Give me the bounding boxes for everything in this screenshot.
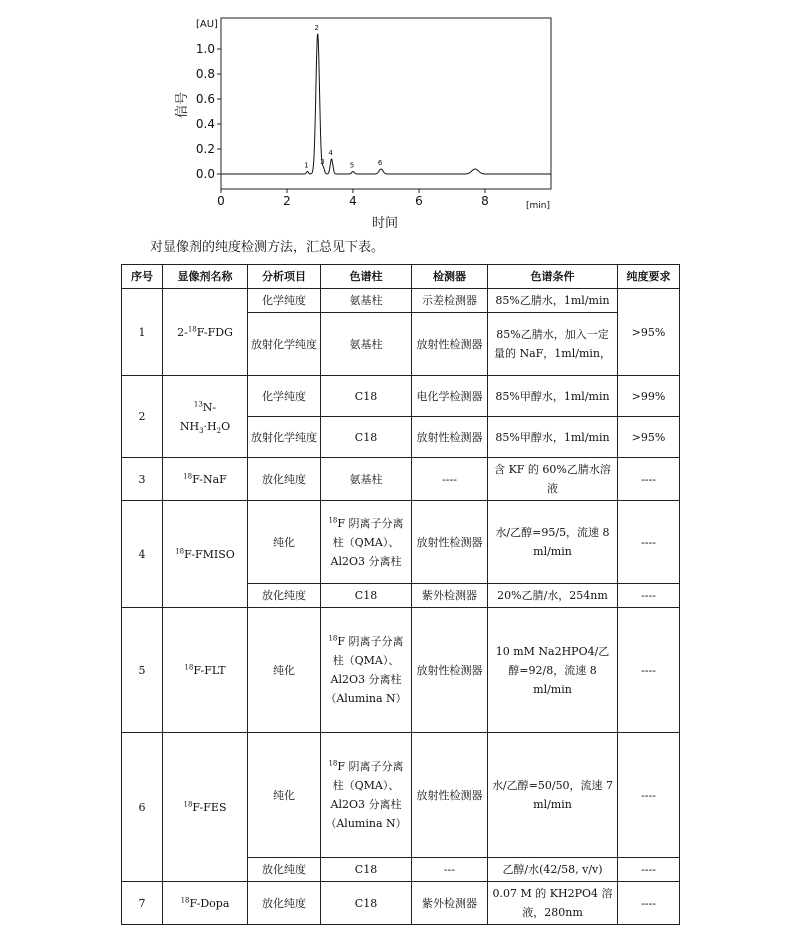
peak-label: 1 (304, 161, 309, 170)
cell-detector: 放射性检测器 (412, 608, 488, 733)
cell-detector: 放射性检测器 (412, 313, 488, 376)
cell-column: 氨基柱 (321, 313, 412, 376)
chart-trace (221, 34, 551, 174)
cell-conditions: 20%乙腈/水，254nm (488, 584, 618, 608)
cell-analysis: 化学纯度 (248, 289, 321, 313)
cell-analysis: 纯化 (248, 733, 321, 858)
cell-column: $^{18}$F 阴离子分离柱（QMA）、Al2O3 分离柱（Alumina N） (321, 733, 412, 858)
cell-agent-name: $^{18}$F-FMISO (163, 501, 248, 608)
table-caption: 对显像剂的纯度检测方法，汇总见下表。 (150, 240, 385, 255)
cell-requirement: >95% (618, 289, 680, 376)
peak-label: 5 (349, 161, 355, 170)
peak-label: 2 (314, 24, 319, 32)
cell-no: 4 (122, 501, 163, 608)
header-cell: 分析项目 (248, 265, 321, 289)
chromatogram (0, 0, 800, 236)
cell-no: 3 (122, 458, 163, 501)
cell-analysis: 放化纯度 (248, 858, 321, 882)
peak-label: 4 (328, 149, 333, 157)
header-cell: 色谱条件 (488, 265, 618, 289)
y-tick-label: 0.8 (195, 67, 215, 81)
table-row (122, 376, 680, 417)
cell-analysis: 放化纯度 (248, 882, 321, 925)
cell-detector: 放射性检测器 (412, 501, 488, 584)
cell-conditions: 85%甲醇水，1ml/min (488, 417, 618, 458)
header-cell: 显像剂名称 (163, 265, 248, 289)
cell-agent-name: $^{18}$F-FLT (163, 608, 248, 733)
table-row (122, 733, 680, 858)
cell-analysis: 纯化 (248, 608, 321, 733)
x-tick-label: 8 (481, 194, 489, 208)
cell-agent-name: $^{18}$F-NaF (163, 458, 248, 501)
chart-axes (221, 18, 551, 189)
cell-conditions: 85%乙腈水，1ml/min (488, 289, 618, 313)
cell-detector: 放射性检测器 (412, 417, 488, 458)
cell-column: $^{18}$F 阴离子分离柱（QMA）、Al2O3 分离柱（Alumina N） (321, 608, 412, 733)
cell-column: $^{18}$F 阴离子分离柱（QMA）、Al2O3 分离柱 (321, 501, 412, 584)
cell-detector: 放射性检测器 (412, 733, 488, 858)
cell-analysis: 化学纯度 (248, 376, 321, 417)
cell-requirement: ---- (618, 501, 680, 584)
y-tick-label: 0.0 (195, 167, 215, 181)
header-cell: 纯度要求 (618, 265, 680, 289)
cell-conditions: 10 mM Na2HPO4/乙醇=92/8，流速 8 ml/min (488, 608, 618, 733)
cell-analysis: 放化纯度 (248, 458, 321, 501)
table-row (122, 289, 680, 313)
cell-conditions: 水/乙醇=50/50，流速 7 ml/min (488, 733, 618, 858)
cell-no: 2 (122, 376, 163, 458)
cell-agent-name: $^{18}$F-Dopa (163, 882, 248, 925)
purity-method-table (121, 264, 680, 925)
cell-requirement: ---- (618, 882, 680, 925)
cell-agent-name: $^{13}$N- $NH_3\cdot H_2O$ (163, 376, 248, 458)
cell-detector: ---- (412, 458, 488, 501)
peak-label: 3 (320, 157, 325, 166)
cell-requirement: >95% (618, 417, 680, 458)
cell-conditions: 85%乙腈水，加入一定量的 NaF，1ml/min， (488, 313, 618, 376)
table-row (122, 882, 680, 925)
cell-agent-name: 2-$^{18}$F-FDG (163, 289, 248, 376)
x-tick-label: 6 (415, 194, 423, 208)
y-tick-label: 1.0 (195, 42, 215, 56)
x-tick-label: 4 (349, 194, 357, 208)
cell-requirement: >99% (618, 376, 680, 417)
y-axis-label: 信号 (175, 91, 190, 119)
cell-requirement: ---- (618, 858, 680, 882)
plot-frame (221, 18, 551, 189)
cell-no: 1 (122, 289, 163, 376)
cell-no: 6 (122, 733, 163, 882)
cell-agent-name: $^{18}$F-FES (163, 733, 248, 882)
cell-requirement: ---- (618, 584, 680, 608)
table-header-row (122, 265, 680, 289)
cell-column: C18 (321, 376, 412, 417)
chart-ticks (196, 42, 489, 208)
table-row (122, 501, 680, 584)
x-axis-label: 时间 (371, 216, 399, 231)
cell-conditions: 85%甲醇水，1ml/min (488, 376, 618, 417)
cell-column: C18 (321, 417, 412, 458)
header-cell: 色谱柱 (321, 265, 412, 289)
cell-column: 氨基柱 (321, 289, 412, 313)
cell-conditions: 水/乙醇=95/5，流速 8 ml/min (488, 501, 618, 584)
table-row (122, 608, 680, 733)
table-row (122, 458, 680, 501)
cell-conditions: 0.07 M 的 KH2PO4 溶液，280nm (488, 882, 618, 925)
cell-column: C18 (321, 882, 412, 925)
cell-column: C18 (321, 858, 412, 882)
cell-requirement: ---- (618, 733, 680, 858)
cell-no: 7 (122, 882, 163, 925)
cell-conditions: 乙醇/水(42/58, v/v) (488, 858, 618, 882)
header-cell: 序号 (122, 265, 163, 289)
cell-detector: 示差检测器 (412, 289, 488, 313)
y-unit-label: [AU] (196, 19, 218, 30)
cell-no: 5 (122, 608, 163, 733)
peak-label: 6 (377, 159, 383, 167)
x-unit-label: [min] (526, 201, 550, 211)
cell-analysis: 放化纯度 (248, 584, 321, 608)
cell-column: 氨基柱 (321, 458, 412, 501)
cell-column: C18 (321, 584, 412, 608)
cell-conditions: 含 KF 的 60%乙腈水溶液 (488, 458, 618, 501)
y-tick-label: 0.2 (195, 142, 215, 156)
header-cell: 检测器 (412, 265, 488, 289)
x-tick-label: 2 (283, 194, 291, 208)
cell-analysis: 纯化 (248, 501, 321, 584)
cell-analysis: 放射化学纯度 (248, 313, 321, 376)
cell-requirement: ---- (618, 608, 680, 733)
y-tick-label: 0.6 (195, 92, 215, 106)
chromatogram-line (221, 34, 551, 174)
x-tick-label: 0 (217, 194, 225, 208)
cell-detector: 电化学检测器 (412, 376, 488, 417)
cell-requirement: ---- (618, 458, 680, 501)
cell-detector: 紫外检测器 (412, 584, 488, 608)
cell-detector: --- (412, 858, 488, 882)
y-tick-label: 0.4 (195, 117, 215, 131)
cell-detector: 紫外检测器 (412, 882, 488, 925)
cell-analysis: 放射化学纯度 (248, 417, 321, 458)
